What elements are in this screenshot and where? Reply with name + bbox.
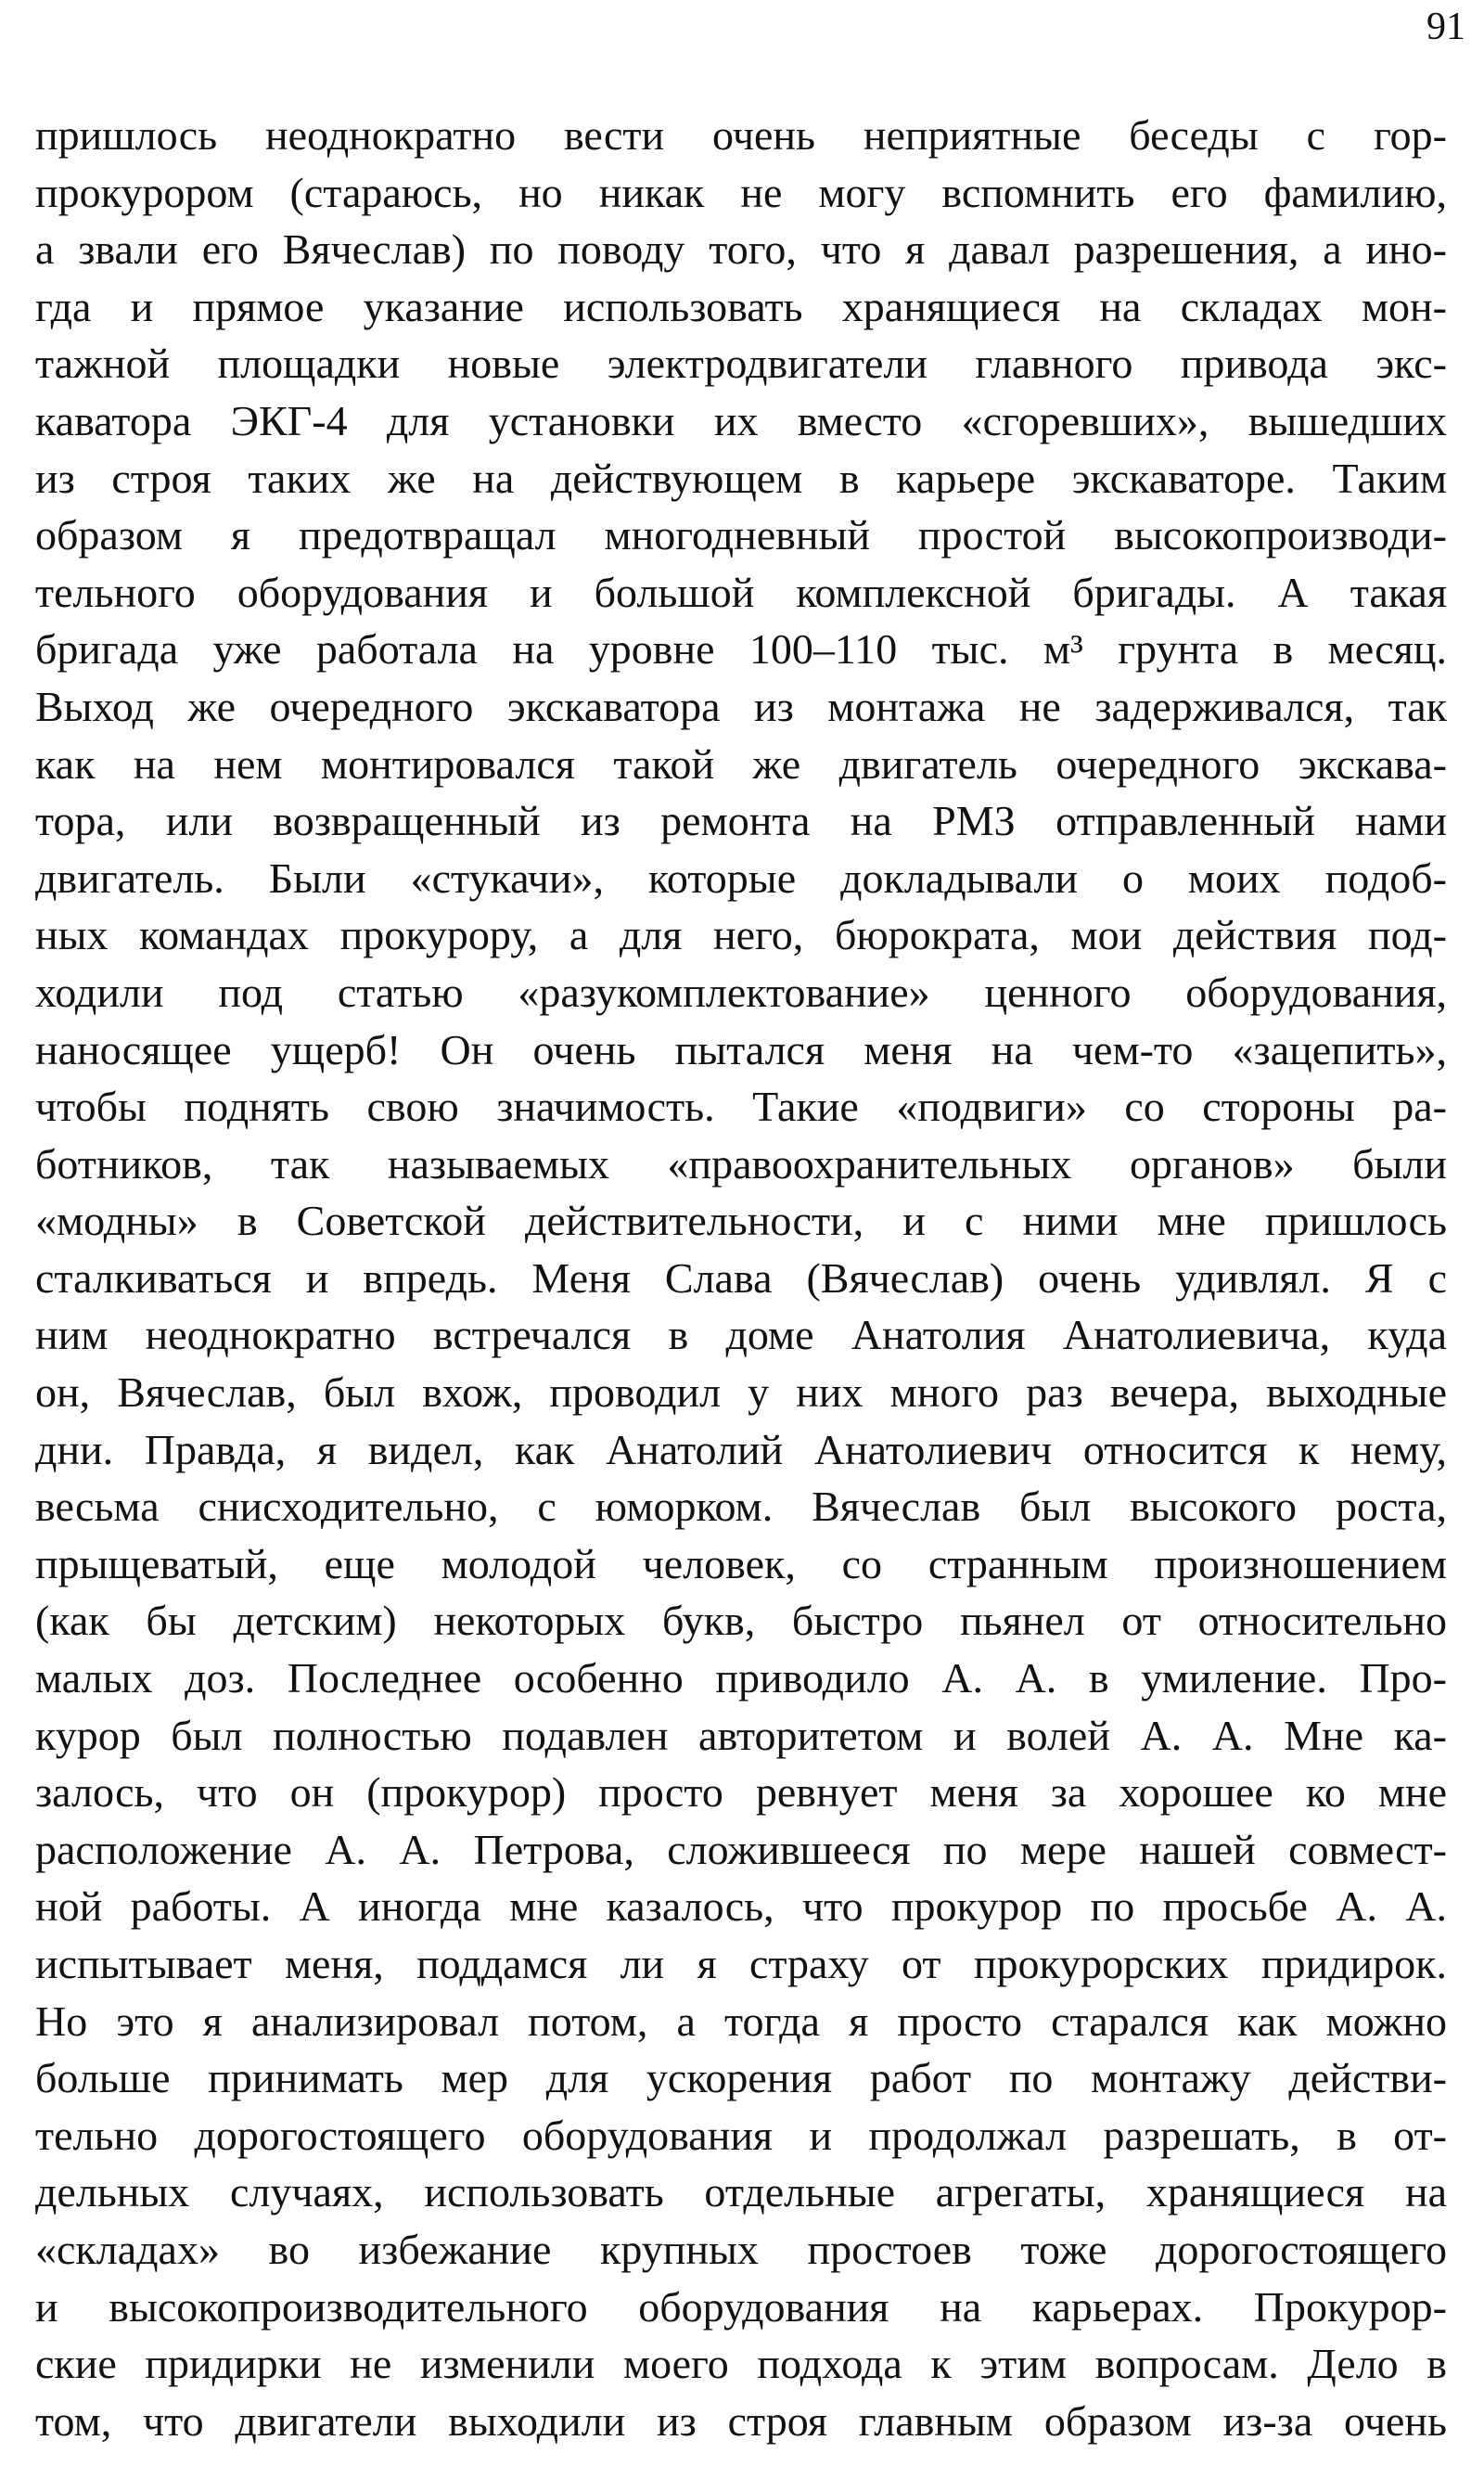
- text-line: испытывает меня, поддамся ли я страху от прокурорских придирок.: [35, 1940, 1447, 1987]
- text-line: Но это я анализировал потом, а тогда я просто старался как можно: [35, 1997, 1447, 2045]
- text-line: весьма снисходительно, с юморком. Вячеслав был высокого роста,: [35, 1483, 1447, 1531]
- text-line: дни. Правда, я видел, как Анатолий Анатолиевич относится к нему,: [35, 1425, 1447, 1473]
- text-line: ходили под статью «разукомплектование» ценного оборудования,: [35, 968, 1447, 1016]
- text-line: образом я предотвращал многодневный простой высокопроизводи-: [35, 511, 1447, 559]
- text-line: сталкиваться и впредь. Меня Слава (Вячеслав) очень удивлял. Я с: [35, 1253, 1447, 1302]
- text-line: прокурором (стараюсь, но никак не могу вспомнить его фамилию,: [35, 168, 1447, 216]
- text-line: тельного оборудования и большой комплексной бригады. А такая: [35, 568, 1447, 616]
- text-line: двигатель. Были «стукачи», которые докладывали о моих подоб-: [35, 854, 1447, 902]
- text-line: чтобы поднять свою значимость. Такие «подвиги» со стороны ра-: [35, 1083, 1447, 1131]
- text-line: малых доз. Последнее особенно приводило А. А. в умиление. Про-: [35, 1654, 1447, 1702]
- text-line: расположение А. А. Петрова, сложившееся по мере нашей совмест-: [35, 1825, 1447, 1873]
- text-line: «модны» в Советской действительности, и с ними мне пришлось: [35, 1197, 1447, 1245]
- text-line: тора, или возвращенный из ремонта на РМЗ отправленный нами: [35, 797, 1447, 845]
- text-line: прыщеватый, еще молодой человек, со странным произношением: [35, 1539, 1447, 1587]
- text-line: наносящее ущерб! Он очень пытался меня на чем-то «зацепить»,: [35, 1025, 1447, 1073]
- text-line: тажной площадки новые электродвигатели главного привода экс-: [35, 340, 1447, 388]
- text-line: ных командах прокурору, а для него, бюрократа, мои действия под-: [35, 911, 1447, 959]
- text-line: ним неоднократно встречался в доме Анатолия Анатолиевича, куда: [35, 1311, 1447, 1359]
- text-line: ботников, так называемых «правоохранительных органов» были: [35, 1139, 1447, 1188]
- text-line: курор был полностью подавлен авторитетом и волей А. А. Мне ка-: [35, 1711, 1447, 1759]
- body-text: [35, 107, 1447, 2449]
- page-number: 91: [1426, 6, 1465, 48]
- text-line: залось, что он (прокурор) просто ревнует меня за хорошее ко мне: [35, 1768, 1447, 1817]
- text-line: Выход же очередного экскаватора из монтажа не задерживался, так: [35, 682, 1447, 730]
- text-line: а звали его Вячеслав) по поводу того, что я давал разрешения, а ино-: [35, 225, 1447, 274]
- text-line: из строя таких же на действующем в карьере экскаваторе. Таким: [35, 454, 1447, 502]
- text-line: и высокопроизводительного оборудования на карьерах. Прокурор-: [35, 2282, 1447, 2331]
- text-line: ной работы. А иногда мне казалось, что прокурор по просьбе А. А.: [35, 1882, 1447, 1931]
- text-line: тельно дорогостоящего оборудования и продолжал разрешать, в от-: [35, 2111, 1447, 2159]
- text-line: пришлось неоднократно вести очень неприятные беседы с гор-: [35, 111, 1447, 159]
- text-line: как на нем монтировался такой же двигатель очередного экскава-: [35, 739, 1447, 788]
- text-line: гда и прямое указание использовать хранящиеся на складах мон-: [35, 282, 1447, 330]
- text-line: бригада уже работала на уровне 100–110 тыс. м³ грунта в месяц.: [35, 625, 1447, 674]
- text-line: дельных случаях, использовать отдельные агрегаты, хранящиеся на: [35, 2168, 1447, 2216]
- text-line: том, что двигатели выходили из строя главным образом из-за очень: [35, 2396, 1447, 2445]
- text-line: каватора ЭКГ-4 для установки их вместо «сгоревших», вышедших: [35, 396, 1447, 444]
- text-line: больше принимать мер для ускорения работ по монтажу действи-: [35, 2054, 1447, 2102]
- text-line: (как бы детским) некоторых букв, быстро пьянел от относительно: [35, 1597, 1447, 1645]
- text-line: ские придирки не изменили моего подхода к этим вопросам. Дело в: [35, 2340, 1447, 2388]
- text-line: «складах» во избежание крупных простоев тоже дорогостоящего: [35, 2225, 1447, 2273]
- text-line: он, Вячеслав, был вхож, проводил у них много раз вечера, выходные: [35, 1368, 1447, 1417]
